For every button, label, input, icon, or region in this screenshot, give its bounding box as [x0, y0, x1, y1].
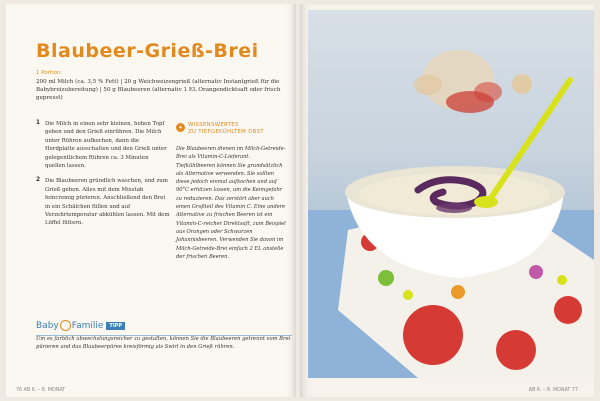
lightbulb-icon: ✦ [176, 123, 185, 132]
brand-familie: Familie [71, 320, 104, 331]
tip-divider [36, 335, 292, 336]
plate-dot [529, 265, 543, 279]
page-footer-left: 76 AB 6. – 8. MONAT [16, 388, 66, 393]
plate-dot [403, 305, 463, 365]
toy-blur [512, 74, 532, 94]
plate-dot [378, 270, 394, 286]
toy-blur [414, 75, 442, 95]
info-sidebar [176, 122, 288, 261]
sidebar-header [176, 122, 288, 136]
sidebar-title-line2: ZU TIEFGEKÜHLTEM OBST [188, 129, 264, 135]
right-page [300, 4, 594, 397]
spoon-bowl [474, 196, 498, 208]
tip-text: Um es farblich abwechslungsreicher zu gestalten, können Sie die Blaubeeren getrennt vom Brei pürieren und das Blaubeerpüree kreisförmig als Swirl in den Grieß rühren. [36, 336, 291, 350]
step-text: Die Blaubeeren gründlich waschen, und zum Grieß geben. Alles mit dem Mixstab feincremig pürieren. Anschließend den Brei in ein Schälchen füllen und auf Verzehrtemperatur abkühlen lassen. Mit dem Löffel füttern. [45, 178, 170, 227]
brand-logo-icon [60, 320, 71, 331]
sidebar-title-line1: WISSENSWERTES [188, 122, 239, 128]
page-footer-right: AB 6. – 8. MONAT 77 [528, 388, 578, 393]
step-item [36, 120, 171, 170]
tip-box [36, 320, 292, 364]
plate-dot [557, 275, 567, 285]
left-page [6, 4, 296, 397]
step-number: 1 [36, 120, 41, 126]
plate-dot [403, 290, 413, 300]
photo-illustration [308, 10, 594, 378]
brand-baby: Baby [36, 320, 59, 331]
ingredients-text: 200 ml Milch (ca. 3,5 % Fett) | 20 g Weichweizengrieß (alternativ Instantgrieß für die Babybreizubereitung) | 50 g Blaubeeren (alternativ 1 EL Orangendicktsaft oder frisch gepresst) [36, 79, 281, 102]
step-number: 2 [36, 177, 41, 184]
step-item [36, 177, 171, 227]
plate-dot [496, 330, 536, 370]
blueberry-puree [436, 203, 472, 213]
toy-blur [446, 91, 494, 113]
steps-list [36, 120, 171, 235]
tip-brand [36, 320, 292, 331]
tip-badge: TIPP [106, 322, 125, 330]
plate-dot [451, 285, 465, 299]
sidebar-title-block [188, 122, 264, 136]
food-photo [308, 10, 594, 378]
portion-label: 1 Portion: [36, 70, 63, 76]
step-text: Die Milch in einen sehr kleinen, hohen Topf geben und den Grieß einrühren. Die Milch unter Rühren aufkochen, dann die Herdplatte ausschalten und den Grieß unter gelegentlichem Rühren ca. 3 Minuten quellen lassen. [45, 121, 167, 170]
recipe-title: Blaubeer-Grieß-Brei [36, 40, 259, 62]
sidebar-text: Die Blaubeeren dienen im Milch-Getreide-Brei als Vitamin-C-Lieferant. Tiefkühlbeeren können Sie grundsätzlich als Alternative verwenden. Sie sollten diese jedoch einmal aufkochen und auf 90°C erhitzen lassen, um die Keimgefahr zu reduzieren. Das zerstört aber auch einen Großteil des Vitamin C. Eine andere Alternative zu frischen Beeren ist ein Vitamin-C-reicher Direktsaft, zum Beispiel aus Orangen oder Schwarzen Johannisbeeren. Verwenden Sie davon im Milch-Getreide-Brei einfach 2 EL anstelle der frischen Beeren. [176, 146, 286, 260]
plate-dot [554, 296, 582, 324]
